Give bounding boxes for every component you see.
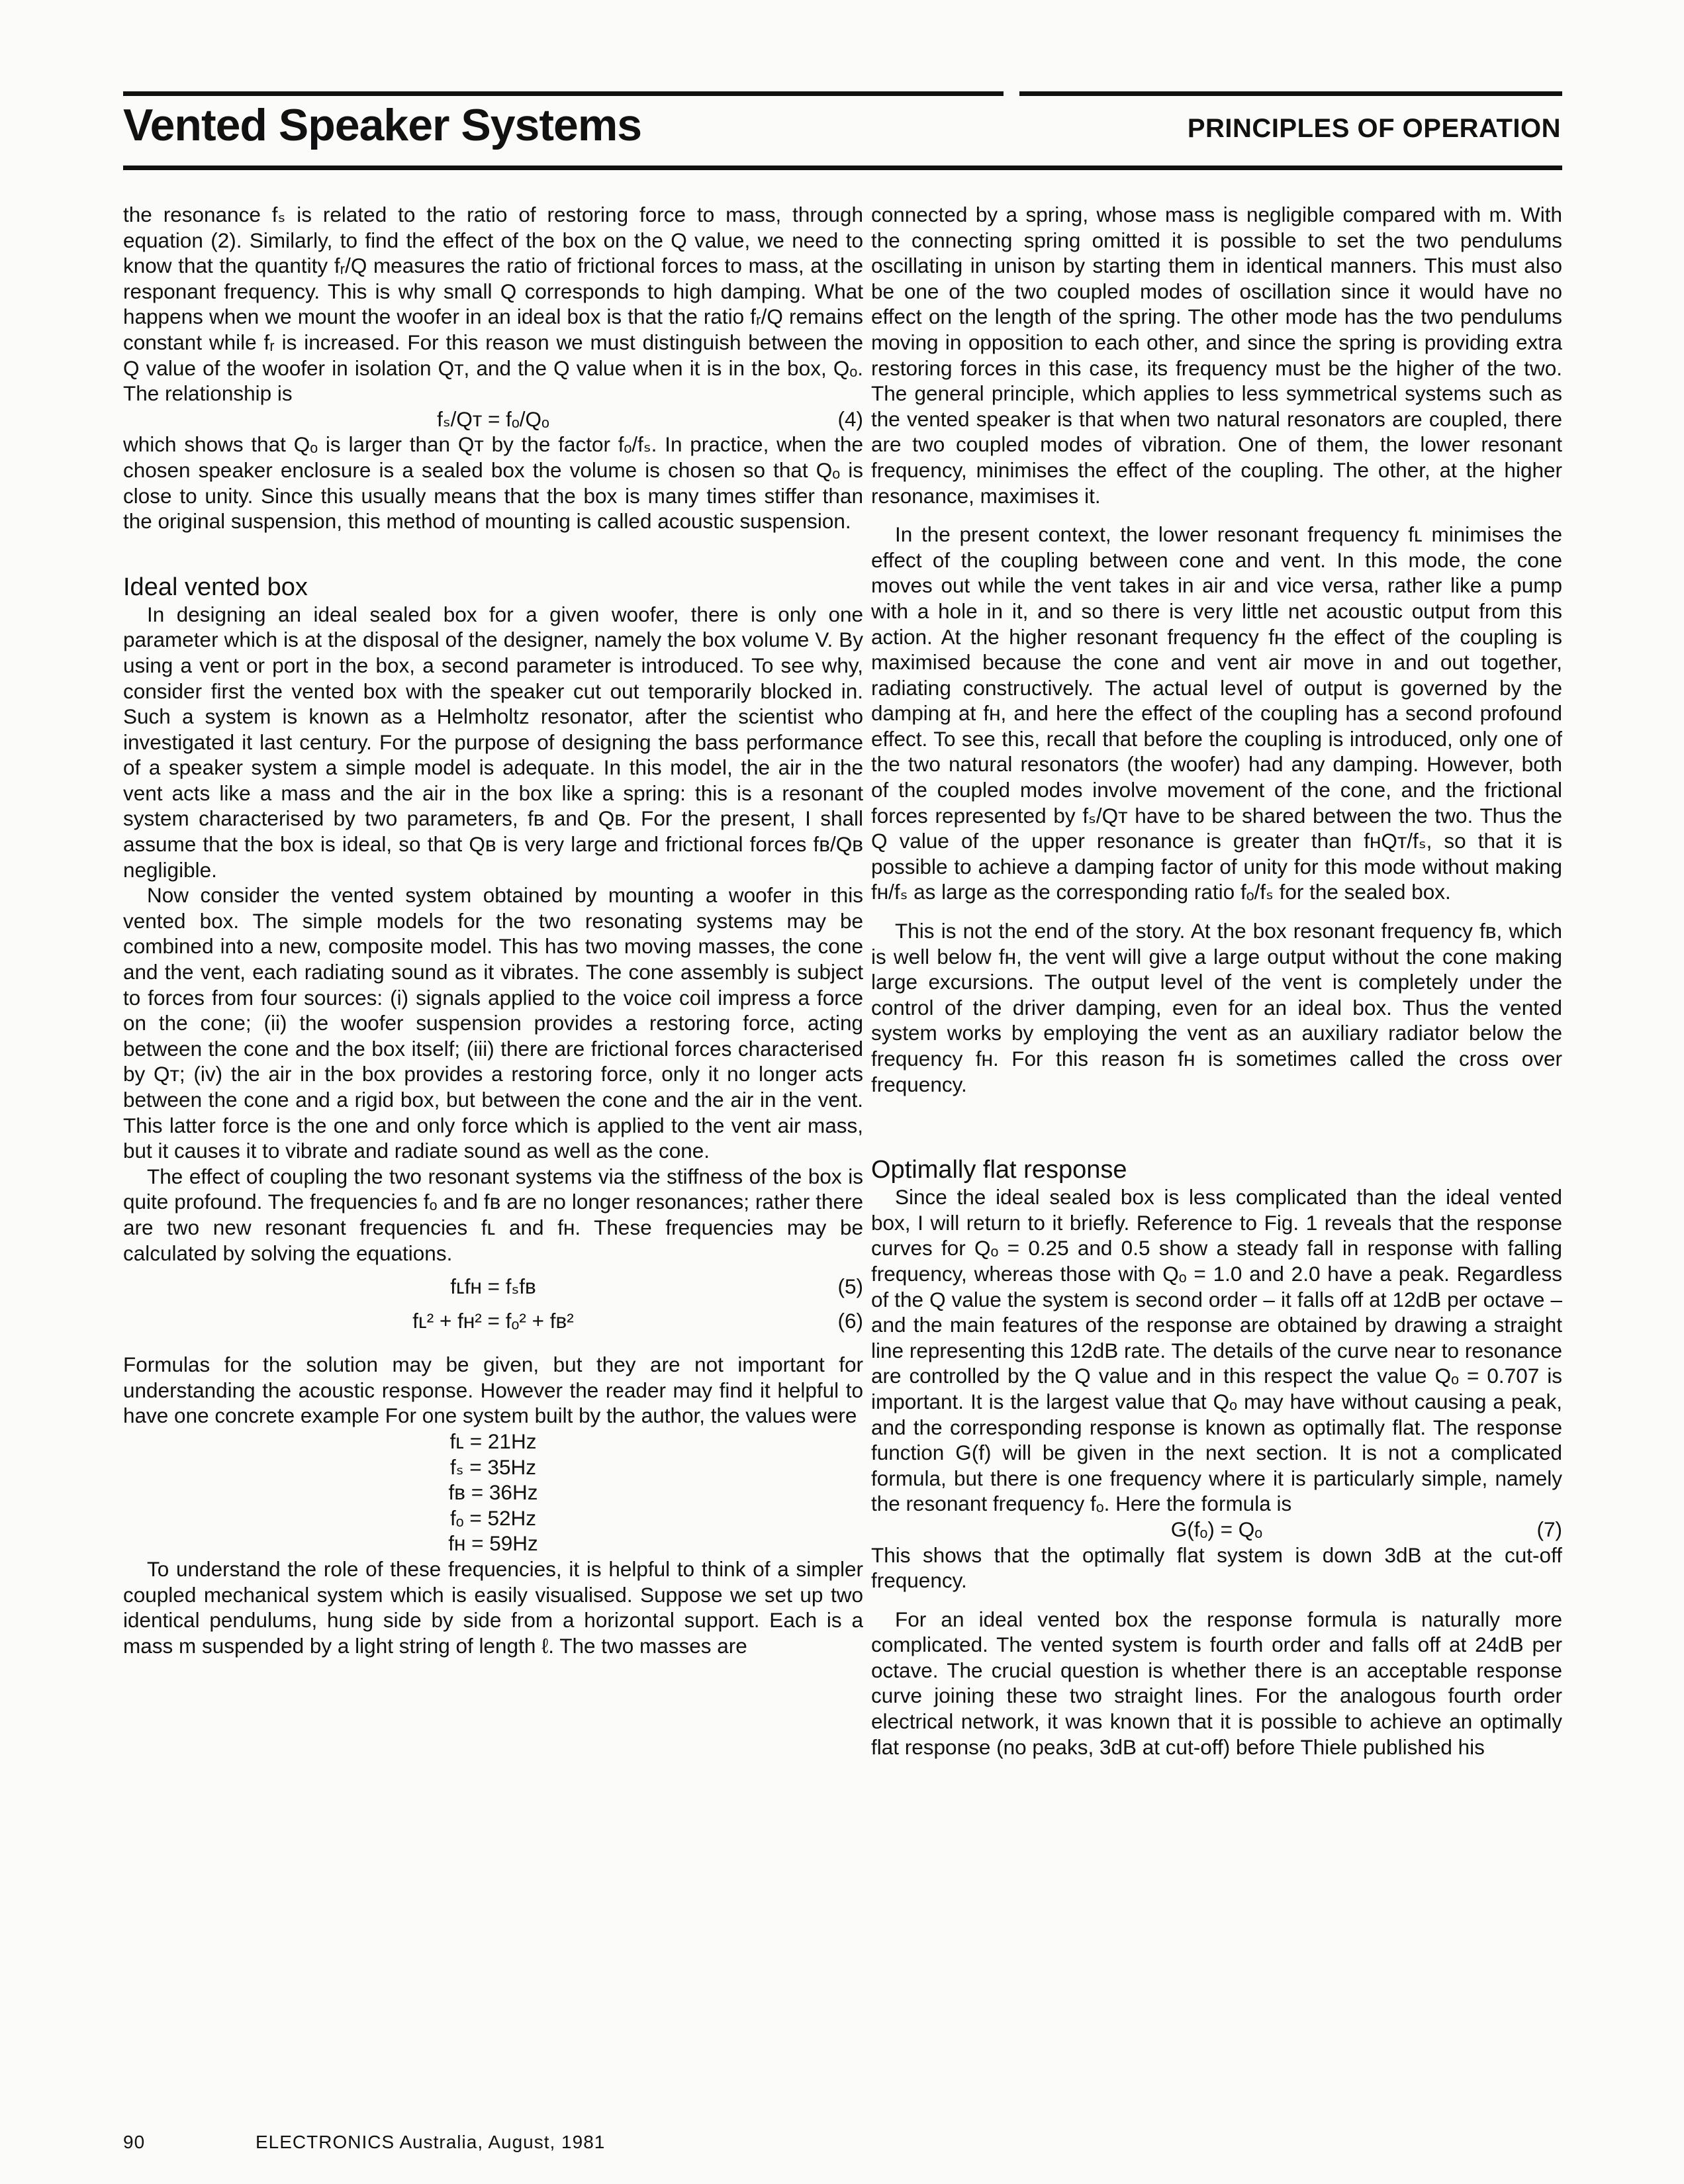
page-footer: [123, 2132, 605, 2153]
equation-7-expr: G(fₒ) = Qₒ: [1170, 1517, 1263, 1541]
heading-ideal-vented-box: Ideal vented box: [123, 573, 308, 601]
paragraph-flat-3: For an ideal vented box the response formula is naturally more complicated. The vented system is fourth order and falls off at 24dB per octave. The crucial question is whether there is an acceptable response curve joining these two straight lines. For the analogous fourth order electrical network, it was known that it is possible to achieve an optimally flat response (no peaks, 3dB at cut-off) before Thiele published his: [871, 1607, 1562, 1759]
paragraph-ideal-1: In designing an ideal sealed box for a given woofer, there is only one parameter which is at the disposal of the designer, namely the box volume V. By using a vent or port in the box, a second parameter is introduced. To see why, consider first the vented box with the speaker cut out temporarily blocked in. Such a system is known as a Helmholtz resonator, after the scientist who investigated it last century. For the purpose of designing the bass performance of a speaker system a simple model is adequate. In this model, the air in the vent acts like a mass and the air in the box like a spring: this is a resonant system characterised by two parameters, fʙ and Qʙ. For the present, I shall assume that the box is ideal, so that Qʙ is very large and frictional forces fʙ/Qʙ negligible.: [123, 602, 863, 882]
paragraph-ideal-3: The effect of coupling the two resonant systems via the stiffness of the box is quite profound. The frequencies fₒ and fʙ are no longer resonances; rather there are two new resonant frequencies fʟ and fʜ. These frequencies may be calculated by solving the equations.: [123, 1164, 863, 1265]
value-fb: fʙ = 36Hz: [448, 1480, 538, 1505]
equation-4-expr: fₛ/Qᴛ = fₒ/Qₒ: [437, 406, 549, 431]
equation-6: [123, 1308, 863, 1343]
equation-4: [123, 406, 863, 432]
paragraph-acoustic-suspension: which shows that Qₒ is larger than Qᴛ by the factor fₒ/fₛ. In practice, when the chosen speaker enclosure is a sealed box the volume is chosen so that Qₒ is close to unity. Since this usually means that the box is many times stiffer than the original suspension, this method of mounting is called acoustic suspension.: [123, 432, 863, 534]
right-column: [871, 202, 1562, 1760]
equation-5-number: (5): [837, 1274, 863, 1299]
paragraph-end-of-story: This is not the end of the story. At the box resonant frequency fʙ, which is well below fʜ, the vent will give a large output without the cone making large excursions. The output level of the vent is completely under the control of the driver damping, even for an ideal box. Thus the vented system works by employing the vent as an auxiliary radiator below the frequency fʜ. For this reason fʜ is sometimes called the cross over frequency.: [871, 919, 1562, 1096]
header-rule-left: [123, 91, 1004, 96]
equation-5-expr: fʟfʜ = fₛfʙ: [450, 1274, 536, 1299]
left-column: [123, 202, 863, 1658]
value-fh: fʜ = 59Hz: [448, 1531, 538, 1556]
equation-5: [123, 1274, 863, 1308]
paragraph-pendulum: To understand the role of these frequencies, it is helpful to think of a simpler coupled mechanical system which is easily visualised. Suppose we set up two identical pendulums, hung side by side from a horizontal support. Each is a mass m suspended by a light string of length ℓ. The two masses are: [123, 1556, 863, 1658]
equation-6-expr: fʟ² + fʜ² = fₒ² + fʙ²: [412, 1309, 574, 1333]
equation-7-number: (7): [1536, 1517, 1562, 1541]
header-rule-right: [1019, 91, 1562, 96]
paragraph-formulas: Formulas for the solution may be given, but they are not important for understanding the acoustic response. However the reader may find it helpful to have one concrete example For one system built by the author, the values were: [123, 1353, 863, 1428]
page-title: Vented Speaker Systems: [123, 100, 642, 150]
equation-6-number: (6): [837, 1309, 863, 1333]
paragraph-present-context: In the present context, the lower resonant frequency fʟ minimises the effect of the coupling between cone and vent. In this mode, the cone moves out while the vent takes in air and vice versa, rather like a pump with a hole in it, and so there is very little net acoustic output from this action. At the higher resonant frequency fʜ the effect of the coupling is maximised because the cone and vent air move in and out together, radiating constructively. The actual level of output is governed by the damping at fʜ, and here the effect of the coupling has a second profound effect. To see this, recall that before the coupling is introduced, only one of the two natural resonators (the woofer) had any damping. However, both of the coupled modes involve movement of the cone, and the frictional forces represented by fₛ/Qᴛ have to be shared between the two. Thus the Q value of the upper resonance is greater than fʜQᴛ/fₛ, so that it is possible to achieve a damping factor of unity for this mode without making fʜ/fₛ as large as the corresponding ratio fₒ/fₛ for the sealed box.: [871, 522, 1562, 904]
value-fs: fₛ = 35Hz: [450, 1454, 536, 1479]
paragraph-ideal-2: Now consider the vented system obtained by mounting a woofer in this vented box. The simple models for the two resonating systems may be combined into a new, composite model. This has two moving masses, the cone and the vent, each radiating sound as it vibrates. The cone assembly is subject to forces from four sources: (i) signals applied to the voice coil impress a force on the cone; (ii) the woofer suspension provides a restoring force, acting between the cone and the box itself; (iii) there are frictional forces characterised by Qᴛ; (iv) the air in the box provides a restoring force, only it no longer acts between the cone and a rigid box, but between the cone and the air in the vent. This latter force is the one and only force which is applied to the vent air mass, but it causes it to vibrate and radiate sound as well as the cone.: [123, 883, 863, 1163]
paragraph-spring: connected by a spring, whose mass is negligible compared with m. With the connecting spring omitted it is possible to set the two pendulums oscillating in unison by starting them in identical manners. This must also be one of the two coupled modes of oscillation since it would have no effect on the length of the spring. The other mode has the two pendulums moving in opposition to each other, and since the spring is providing extra restoring forces in this case, its frequency must be the higher of the two. The general principle, which applies to less symmetrical systems such as the vented speaker is that when two natural resonators are coupled, there are two coupled modes of vibration. One of them, the lower resonant frequency, minimises the effect of the coupling. The other, at the higher resonance, maximises it.: [871, 203, 1562, 508]
example-values: [123, 1429, 863, 1556]
section-label: PRINCIPLES OF OPERATION: [1187, 114, 1561, 143]
equation-4-number: (4): [837, 406, 863, 431]
paragraph-flat-2: This shows that the optimally flat system is down 3dB at the cut-off frequency.: [871, 1543, 1562, 1593]
heading-optimally-flat: Optimally flat response: [871, 1156, 1127, 1184]
value-fl: fʟ = 21Hz: [449, 1429, 537, 1453]
paragraph-flat-1: Since the ideal sealed box is less complicated than the ideal vented box, I will return to it briefly. Reference to Fig. 1 reveals that the response curves for Qₒ = 0.25 and 0.5 show a steady fall in response with falling frequency, whereas those with Qₒ = 1.0 and 2.0 have a peak. Regardless of the Q value the system is second order – it falls off at 12dB per octave – and the main features of the response are obtained by drawing a straight line representing this 12dB rate. The details of the curve near to resonance are controlled by the Q value and in this respect the value Qₒ = 0.707 is important. It is the largest value that Qₒ may have without causing a peak, and the corresponding response is known as optimally flat. The response function G(f) will be given in the next section. It is not a complicated formula, but there is one frequency where it is particularly simple, namely the resonant frequency fₒ. Here the formula is: [871, 1185, 1562, 1516]
value-fo: fₒ = 52Hz: [449, 1505, 537, 1530]
title-rule: [123, 166, 1562, 170]
equation-7: [871, 1517, 1562, 1543]
publication-line: ELECTRONICS Australia, August, 1981: [256, 2132, 606, 2152]
page-number: 90: [123, 2132, 146, 2152]
paragraph-intro: the resonance fₛ is related to the ratio of restoring force to mass, through equation (2). Similarly, to find the effect of the box on the Q value, we need to know that the quantity fᵣ/Q measures the ratio of frictional forces to mass, at the responant frequency. This is why small Q corresponds to high damping. What happens when we mount the woofer in an ideal box is that the ratio fᵣ/Q remains constant while fᵣ is increased. For this reason we must distinguish between the Q value of the woofer in isolation Qᴛ, and the Q value when it is in the box, Qₒ. The relationship is: [123, 203, 863, 406]
